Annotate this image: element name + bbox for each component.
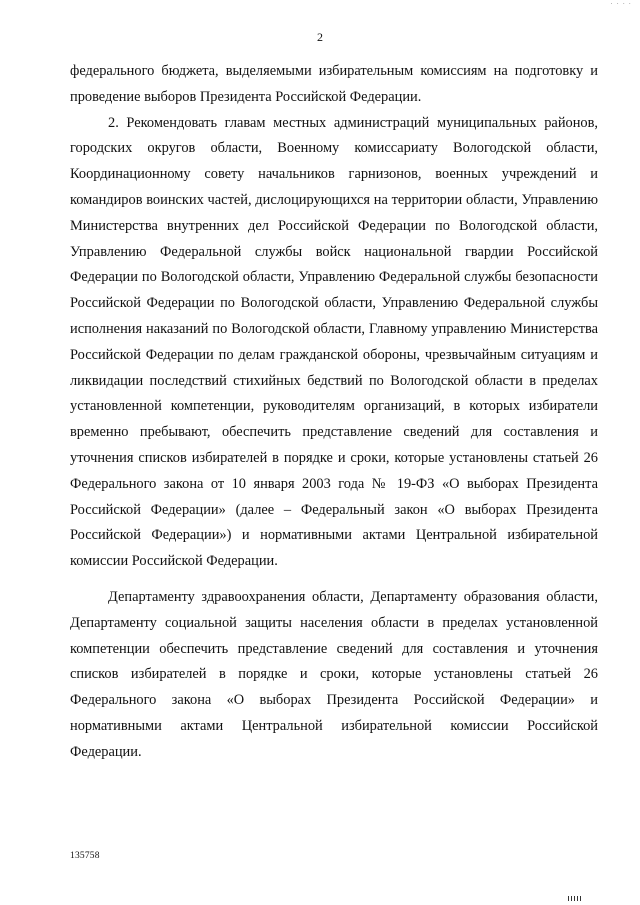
paragraph-item-2: 2. Рекомендовать главам местных администраций муниципальных районов, городских округов области, Военному комиссариату Вологодской области, Координационному совету начальников гарнизонов, военных учреждений и командиров воинских частей, дислоцирующихся на территории области, Управлению Министерства внутренних дел Российской Федерации по Вологодской области, Управлению Федеральной службы войск национальной гвардии Российской Федерации по Вологодской области, Управлению Федеральной службы безопасности Российской Федерации по Вологодской области, Управлению Федеральной службы исполнения наказаний по Вологодской области, Главному управлению Министерства Российской Федерации по делам гражданской обороны, чрезвычайным ситуациям и ликвидации последствий стихийных бедствий по Вологодской области в пределах установленной компетенции, руководителям организаций, в которых избиратели временно пребывают, обеспечить представление сведений для составления и уточнения списков избирателей в порядке и сроки, которые установлены статьей 26 Федерального закона от 10 января 2003 года № 19-ФЗ «О выборах Президента Российской Федерации» (далее – Федеральный закон «О выборах Президента Российской Федерации») и нормативными актами Центральной избирательной комиссии Российской Федерации. xyxy=(70,114,598,570)
paragraph-continuation: федерального бюджета, выделяемыми избирательным комиссиям на подготовку и проведение выборов Президента Российской Федерации. xyxy=(70,63,598,105)
document-body xyxy=(70,59,598,766)
page-number: 2 xyxy=(317,30,323,44)
scan-mark-bottom xyxy=(568,896,582,901)
scan-mark-top: · · · · xyxy=(610,0,632,8)
paragraph-departments: Департаменту здравоохранения области, Департаменту образования области, Департаменту социальной защиты населения области в пределах установленной компетенции обеспечить представление сведений для составления и уточнения списков избирателей в порядке и сроки, которые установлены статьей 26 Федерального закона «О выборах Президента Российской Федерации» и нормативными актами Центральной избирательной комиссии Российской Федерации. xyxy=(70,588,598,760)
document-code: 135758 xyxy=(70,851,100,861)
